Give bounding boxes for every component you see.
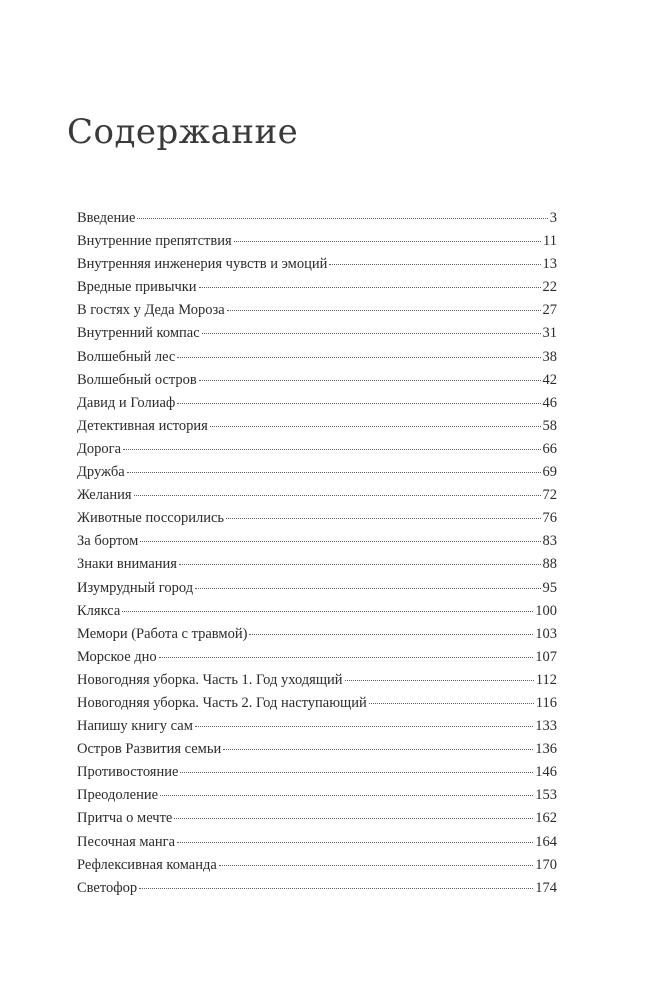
toc-entry-page-number: 66 [542,440,557,457]
toc-entry-page-number: 38 [542,348,557,365]
dot-leader [177,357,540,358]
toc-entry [77,418,557,441]
toc-entry-title: Песочная манга [77,833,176,850]
dot-leader [137,218,547,219]
dot-leader [195,588,540,589]
toc-entry-page-number: 162 [535,810,557,827]
toc-entry-title: Противостояние [77,764,179,781]
toc-entry-title: Внутренние препятствия [77,233,232,250]
dot-leader [210,426,541,427]
toc-entry-page-number: 146 [535,764,557,781]
toc-entry [77,441,557,464]
toc-entry-page-number: 174 [535,879,557,896]
toc-entry-page-number: 95 [542,579,557,596]
toc-entry-page-number: 136 [535,741,557,758]
toc-entry-page-number: 88 [542,556,557,573]
dot-leader [160,795,533,796]
dot-leader [177,842,533,843]
toc-entry-title: Дружба [77,464,125,481]
toc-entry-page-number: 31 [542,325,557,342]
toc-entry-title: Напишу книгу сам [77,718,193,735]
dot-leader [179,564,541,565]
toc-entry-title: Светофор [77,879,138,896]
dot-leader [134,495,541,496]
toc-entry [77,626,557,649]
dot-leader [127,472,541,473]
toc-entry-title: Вредные привычки [77,279,197,296]
toc-entry-title: Клякса [77,602,121,619]
toc-entry-title: Детективная история [77,417,208,434]
toc-entry-title: Внутренний компас [77,325,200,342]
dot-leader [329,264,540,265]
dot-leader [223,749,533,750]
toc-entry-page-number: 22 [542,279,557,296]
toc-entry-page-number: 3 [549,210,557,226]
toc-entry-title: Введение [77,210,136,226]
toc-entry-page-number: 13 [542,256,557,273]
toc-entry-page-number: 46 [542,394,557,411]
toc-entry-title: Морское дно [77,648,157,665]
dot-leader [180,772,533,773]
dot-leader [199,287,541,288]
toc-entry-page-number: 112 [535,671,557,688]
toc-entry [77,256,557,279]
dot-leader [219,865,533,866]
dot-leader [177,403,540,404]
toc-entry-title: Мемори (Работа с травмой) [77,625,248,642]
toc-entry [77,372,557,395]
toc-entry-page-number: 153 [535,787,557,804]
toc-entry-title: Новогодняя уборка. Часть 1. Год уходящий [77,671,343,688]
toc-entry-title: За бортом [77,533,139,550]
dot-leader [139,888,533,889]
toc-entry-title: Волшебный лес [77,348,176,365]
toc-entry-page-number: 83 [542,533,557,550]
toc-entry-page-number: 27 [542,302,557,319]
dot-leader [199,380,541,381]
toc-entry-title: Желания [77,487,132,504]
toc-entry-title: Новогодняя уборка. Часть 2. Год наступающий [77,694,367,711]
dot-leader [202,333,541,334]
toc-entry [77,834,557,857]
table-of-contents [77,210,557,903]
toc-entry-page-number: 58 [542,417,557,434]
toc-entry-page-number: 116 [535,694,557,711]
toc-entry-title: Животные поссорились [77,510,225,527]
toc-entry-page-number: 11 [543,233,557,250]
dot-leader [122,611,533,612]
toc-entry [77,464,557,487]
toc-entry [77,580,557,603]
toc-entry [77,718,557,741]
toc-entry-title: Внутренняя инженерия чувств и эмоций [77,256,328,273]
toc-entry-title: Рефлексивная команда [77,856,217,873]
toc-entry-page-number: 170 [535,856,557,873]
dot-leader [159,657,534,658]
toc-entry [77,810,557,833]
toc-entry-title: Волшебный остров [77,371,197,388]
toc-entry [77,510,557,533]
toc-entry [77,880,557,903]
dot-leader [345,680,534,681]
toc-entry-title: Преодоление [77,787,159,804]
toc-entry [77,349,557,372]
toc-entry-title: Давид и Голиаф [77,394,176,411]
dot-leader [195,726,533,727]
toc-entry-title: Изумрудный город [77,579,194,596]
dot-leader [369,703,534,704]
dot-leader [174,818,533,819]
toc-entry [77,695,557,718]
toc-entry-page-number: 76 [542,510,557,527]
toc-entry-page-number: 103 [535,625,557,642]
toc-entry-title: Притча о мечте [77,810,173,827]
toc-entry [77,487,557,510]
toc-entry [77,672,557,695]
toc-entry [77,279,557,302]
dot-leader [226,518,540,519]
toc-entry-title: Дорога [77,440,122,457]
toc-entry [77,764,557,787]
dot-leader [140,541,540,542]
toc-entry [77,741,557,764]
toc-entry [77,302,557,325]
toc-entry [77,395,557,418]
toc-entry [77,325,557,348]
toc-entry-page-number: 42 [542,371,557,388]
toc-entry-title: В гостях у Деда Мороза [77,302,225,319]
toc-entry [77,233,557,256]
toc-entry [77,857,557,880]
toc-entry [77,556,557,579]
toc-entry-title: Остров Развития семьи [77,741,222,758]
toc-entry [77,649,557,672]
toc-entry-page-number: 107 [535,648,557,665]
toc-entry [77,787,557,810]
toc-entry-page-number: 133 [535,718,557,735]
toc-entry-title: Знаки внимания [77,556,177,573]
dot-leader [123,449,540,450]
dot-leader [227,310,541,311]
toc-entry-page-number: 164 [535,833,557,850]
dot-leader [234,241,541,242]
toc-entry-page-number: 100 [535,602,557,619]
toc-entry-page-number: 69 [542,464,557,481]
toc-entry [77,603,557,626]
page-title: Содержание [67,112,299,152]
toc-entry [77,210,557,233]
toc-entry-page-number: 72 [542,487,557,504]
dot-leader [249,634,533,635]
toc-entry [77,533,557,556]
